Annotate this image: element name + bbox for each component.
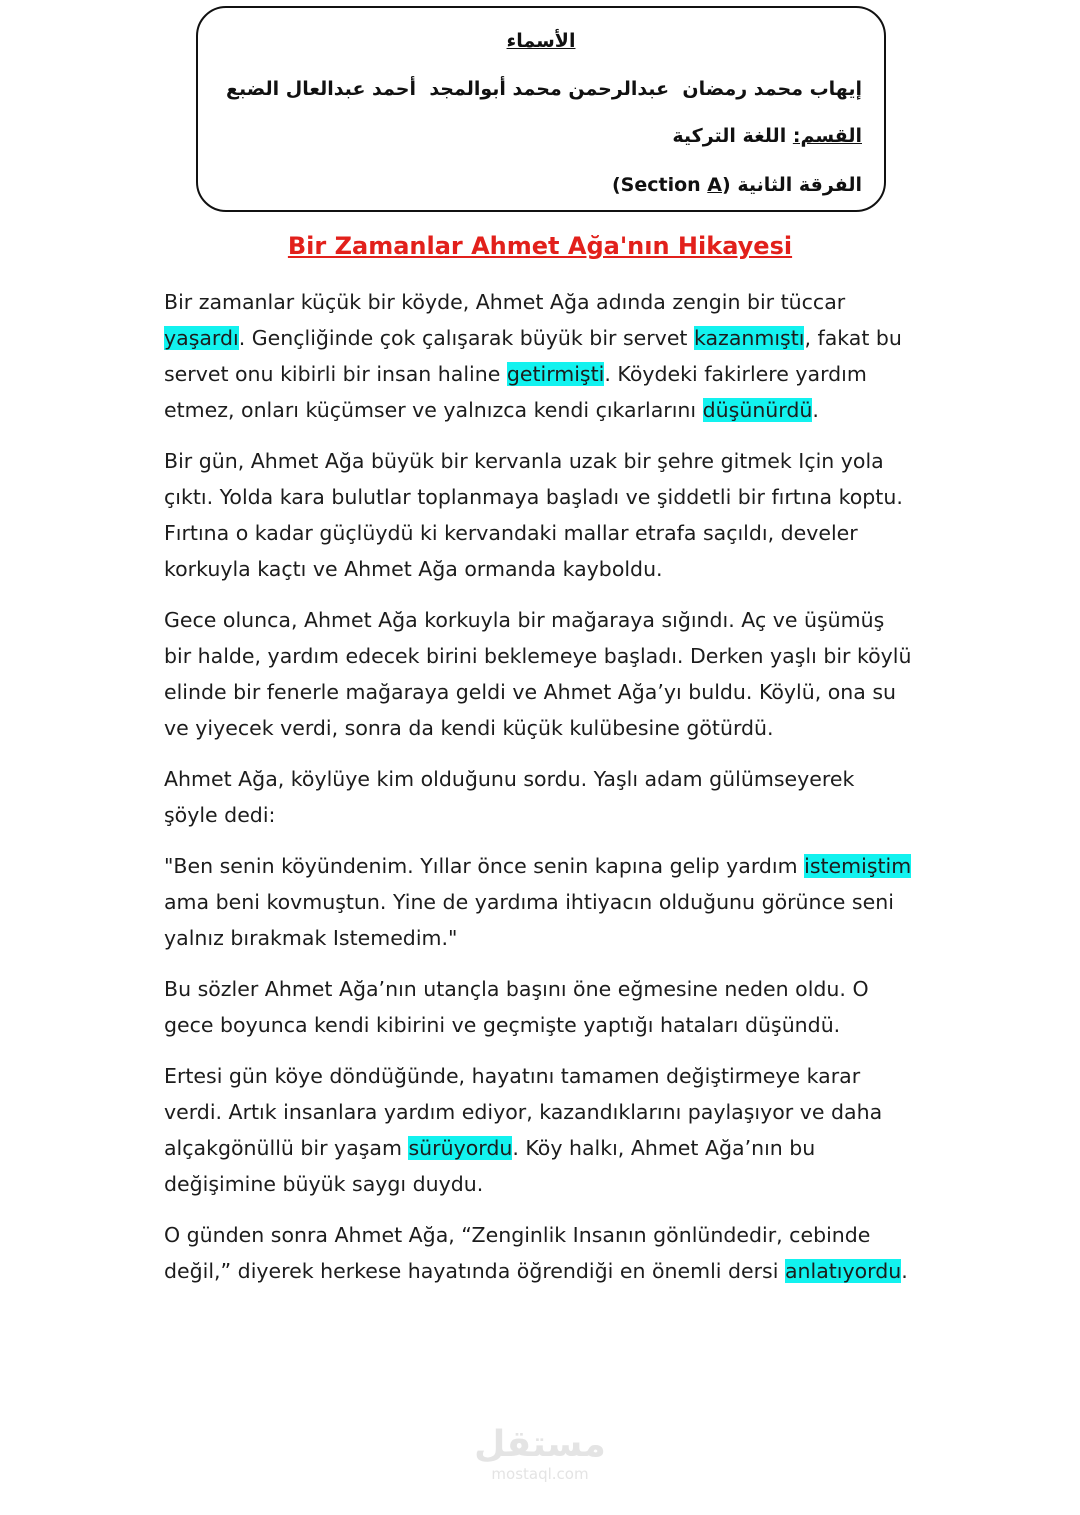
student-names-row bbox=[226, 78, 862, 100]
paragraph-5: "Ben senin köyündenim. Yıllar önce senin kapına gelip yardım istemiştim ama beni kovmuştun. Yine de yardıma ihtiyacın olduğunu görünce seni yalnız bırakmak Istemedim." bbox=[164, 854, 912, 950]
paragraph-7: Ertesi gün köye döndüğünde, hayatını tamamen değiştirmeye karar verdi. Artık insanlara yardım ediyor, kazandıklarını paylaşıyor ve daha alçakgönüllü bir yaşam sürüyordu. Köy halkı, Ahmet Ağa’nın bu değişimine büyük saygı duydu. bbox=[164, 1064, 883, 1196]
highlighted-verb: sürüyordu bbox=[408, 1136, 513, 1160]
department-value: اللغة التركية bbox=[672, 125, 787, 147]
paragraph-2: Bir gün, Ahmet Ağa büyük bir kervanla uzak bir şehre gitmek Için yola çıktı. Yolda kara bulutlar toplanmaya başladı ve şiddetli bir fırtına koptu. Fırtına o kadar güçlüydü ki kervandaki mallar etrafa saçıldı, develer korkuyla kaçtı ve Ahmet Ağa ormanda kayboldu. bbox=[164, 449, 903, 581]
paragraph-4: Ahmet Ağa, köylüye kim olduğunu sordu. Yaşlı adam gülümseyerek şöyle dedi: bbox=[164, 767, 855, 827]
section-letter: A bbox=[707, 174, 723, 196]
highlighted-verb: getirmişti bbox=[506, 362, 605, 386]
story-title: Bir Zamanlar Ahmet Ağa'nın Hikayesi bbox=[287, 232, 793, 260]
year-section-row bbox=[612, 174, 862, 196]
highlighted-verb: yaşardı bbox=[164, 326, 239, 350]
highlighted-verb: anlatıyordu bbox=[784, 1259, 902, 1283]
watermark-logo: مستقل bbox=[474, 1424, 606, 1465]
department-label: القسم: bbox=[792, 125, 862, 147]
student-name-2: عبدالرحمن محمد أبوالمجد bbox=[429, 78, 670, 100]
paragraph-6: Bu sözler Ahmet Ağa’nın utançla başını öne eğmesine neden oldu. O gece boyunca kendi kibirini ve geçmişte yaptığı hataları düşündü. bbox=[164, 977, 869, 1037]
section-label: (Section A) bbox=[611, 174, 731, 196]
paragraph-8: O günden sonra Ahmet Ağa, “Zenginlik Insanın gönlündedir, cebinde değil,” diyerek herkese hayatında öğrendiği en önemli dersi anlatıyordu. bbox=[164, 1223, 908, 1283]
student-name-3: أحمد عبدالعال الضبع bbox=[226, 78, 416, 100]
student-name-1: إيهاب محمد رمضان bbox=[682, 78, 862, 100]
mostaql-watermark bbox=[0, 1425, 1080, 1483]
student-info-box bbox=[196, 6, 886, 212]
department-row bbox=[672, 125, 862, 147]
highlighted-verb: kazanmıştı bbox=[693, 326, 805, 350]
highlighted-verb: düşünürdü bbox=[702, 398, 813, 422]
paragraph-1: Bir zamanlar küçük bir köyde, Ahmet Ağa adında zengin bir tüccar yaşardı. Gençliğinde çok çalışarak büyük bir servet kazanmıştı, fakat bu servet onu kibirli bir insan haline getirmişti. Köydeki fakirlere yardım etmez, onları küçümser ve yalnızca kendi çıkarlarını düşünürdü. bbox=[164, 290, 902, 422]
paragraph-3: Gece olunca, Ahmet Ağa korkuyla bir mağaraya sığındı. Aç ve üşümüş bir halde, yardım edecek birini beklemeye başladı. Derken yaşlı bir köylü elinde bir fenerle mağaraya geldi ve Ahmet Ağa’yı buldu. Köylü, ona su ve yiyecek verdi, sonra da kendi küçük kulübesine götürdü. bbox=[164, 608, 912, 740]
watermark-url: mostaql.com bbox=[491, 1465, 589, 1483]
names-heading: الأسماء bbox=[506, 30, 576, 52]
story-body bbox=[164, 284, 914, 1304]
year-label: الفرقة الثانية bbox=[737, 174, 862, 196]
highlighted-verb: istemiştim bbox=[804, 854, 912, 878]
